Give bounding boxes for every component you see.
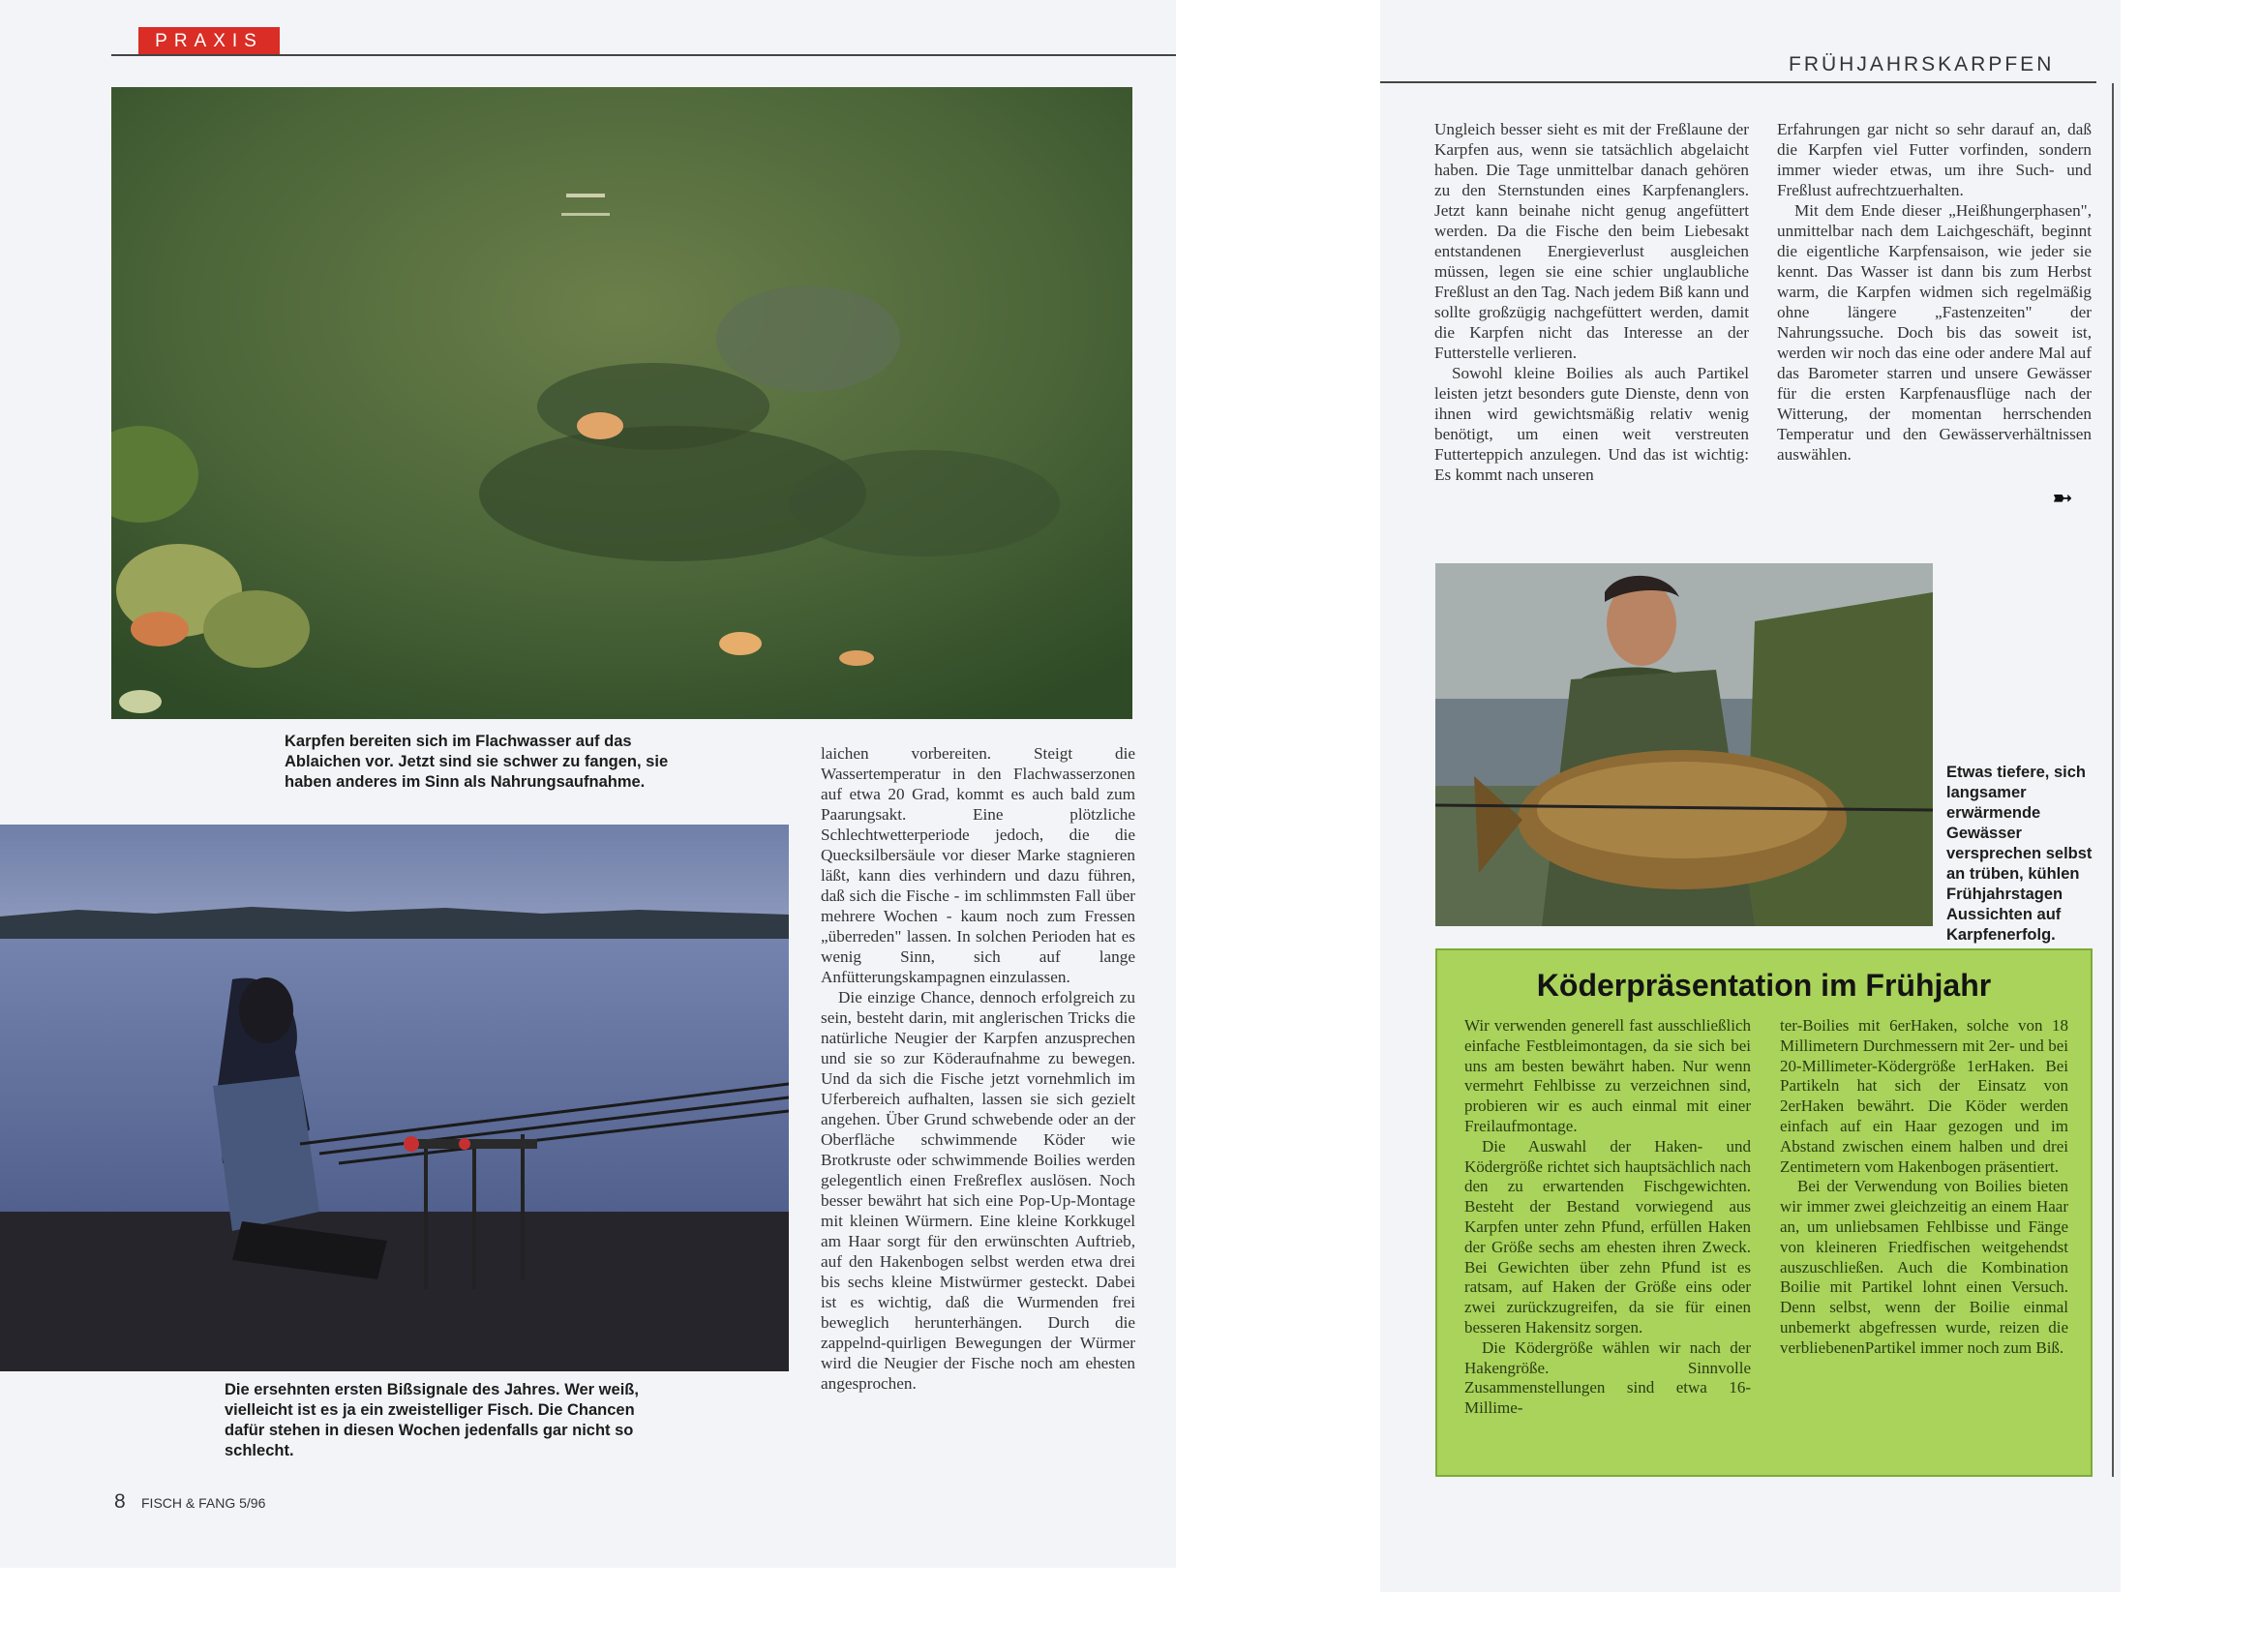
paragraph: Die Auswahl der Haken- und Ködergröße richtet sich hauptsächlich nach den zu erwartenden Fischgewichten. Besteht der Bestand vorwiegend aus Karpfen unter zehn Pfund, erfüllen Haken der Größe sechs am ehesten ihren Zweck. Bei Gewichten über zehn Pfund ist es ratsam, auf Haken der Größe eins oder zwei zurückzugreifen, da sie für einen besseren Hakensitz sorgen. <box>1464 1136 1751 1337</box>
right-article-column-1 <box>1434 119 1749 485</box>
paragraph: laichen vorbereiten. Steigt die Wassertemperatur in den Flachwasserzonen auf etwa 20 Grad, kommt es auch bald zum Paarungsakt. Eine plötzliche Schlechtwetterperiode jedoch, die die Quecksilbersäule vor dieser Marke stagnieren läßt, kann dies verhindern und dazu führen, daß sich die Fische - im schlimmsten Fall über mehrere Wochen - kaum noch zum Fressen „überreden" lassen. In solchen Perioden hat es wenig Sinn, sich auf lange Anfütterungskampagnen einzulassen. <box>821 744 1135 986</box>
photo1-caption: Karpfen bereiten sich im Flachwasser auf das Ablaichen vor. Jetzt sind sie schwer zu fangen, sie haben anderes im Sinn als Nahrungsaufnahme. <box>285 733 669 791</box>
paragraph: Mit dem Ende dieser „Heißhungerphasen", unmittelbar nach dem Laichgeschäft, beginnt die eigentliche Karpfensaison, wie jeder sie kennt. Das Wasser ist dann bis zum Herbst warm, die Karpfen widmen sich regelmäßig ohne längere „Fastenzeiten" der Nahrungssuche. Doch bis das soweit ist, werden wir noch das eine oder andere Mal auf das Barometer starren und unsere Gewässer für die ersten Karpfenausflüge nach der Witterung, der momentan herrschenden Temperatur und den Gewässerverhältnissen auswählen. <box>1777 201 2092 464</box>
box-title: Köderpräsentation im Frühjahr <box>1536 968 1992 1003</box>
left-article-column <box>821 743 1135 1394</box>
paragraph: Bei der Verwendung von Boilies bieten wir immer zwei gleichzeitig an einem Haar an, um unliebsamen Fehlbisse und Fänge von kleineren Friedfischen weitgehendst auszuschließen. Auch die Kombination Boilie mit Partikel lohnt einen Versuch. Denn selbst, wenn der Boilie einmal unbemerkt abgefressen wurde, reizen die verbliebenenPartikel immer noch zum Biß. <box>1780 1177 2068 1357</box>
page-number: 8 <box>114 1490 126 1513</box>
box-column-1 <box>1464 1016 1751 1419</box>
right-margin-rule <box>2112 83 2114 1477</box>
paragraph: Die Ködergröße wählen wir nach der Hakengröße. Sinnvolle Zusammenstellungen sind etwa 16-Millime- <box>1464 1337 1751 1418</box>
section-title: FRÜHJAHRSKARPFEN <box>1789 53 2055 75</box>
paragraph: Wir verwenden generell fast ausschließlich einfache Festbleimontagen, da sie sich bei uns am besten bewährt haben. Nur wenn vermehrt Fehlbisse zu verzeichnen sind, probieren wir es auch einmal mit einer Freilaufmontage. <box>1464 1016 1751 1135</box>
photo3-caption: Etwas tiefere, sich langsamer erwärmende Gewässer versprechen selbst an trüben, kühlen Frühjahrstagen Aussichten auf Karpfenerfolg. <box>1946 764 2093 944</box>
angler-with-carp-photo <box>1435 563 1933 926</box>
paragraph: ter-Boilies mit 6erHaken, solche von 18 Millimetern Durchmessern mit 2er- und bei 20-Millimeter-Ködergröße 1erHaken. Bei Partikeln hat sich der Einsatz von 2erHaken bewährt. Die Köder werden einfach auf ein Haar gezogen und im Abstand zwischen einem halben und drei Zentimetern vom Hakenbogen präsentiert. <box>1780 1016 2068 1176</box>
section-tag: PRAXIS <box>138 27 280 56</box>
bait-presentation-box <box>1435 948 2093 1477</box>
photo2-caption: Die ersehnten ersten Bißsignale des Jahres. Wer weiß, vielleicht ist es ja ein zweistelliger Fisch. Die Chancen dafür stehen in diesen Wochen jedenfalls gar nicht so schlecht. <box>225 1381 639 1459</box>
top-rule-right <box>1380 81 2096 83</box>
magazine-issue: FISCH & FANG 5/96 <box>141 1495 266 1511</box>
top-rule-left <box>111 54 1176 56</box>
continue-arrow-icon: ➼ <box>2052 484 2073 513</box>
carp-shallow-water-photo <box>111 87 1132 719</box>
paragraph: Ungleich besser sieht es mit der Freßlaune der Karpfen aus, wenn sie tatsächlich abgelaicht haben. Die Tage unmittelbar danach gehören zu den Sternstunden eines Karpfenanglers. Jetzt kann beinahe nicht genug angefüttert werden. Da die Fische den beim Liebesakt entstandenen Energieverlust ausgleichen müssen, legen sie eine schier unglaubliche Freßlust an den Tag. Nach jedem Biß kann und sollte großzügig nachgefüttert werden, damit die Karpfen nicht das Interesse an der Futterstelle verlieren. <box>1434 120 1749 362</box>
box-column-2 <box>1780 1016 2068 1359</box>
right-article-column-2 <box>1777 119 2092 465</box>
angler-dusk-photo <box>0 825 789 1371</box>
paragraph: Die einzige Chance, dennoch erfolgreich zu sein, besteht darin, mit anglerischen Tricks die natürliche Neugier der Karpfen anzusprechen und sie so zur Köderaufnahme zu bewegen. Und da sich die Fische jetzt vornehmlich im Uferbereich aufhalten, lassen sie sich gezielt angehen. Über Grund schwebende oder an der Oberfläche schwimmende Köder wie Brotkruste oder schwimmende Boilies werden gelegentlich einen Freßreflex auslösen. Noch besser bewährt hat sich eine Pop-Up-Montage mit kleinen Würmern. Eine kleine Korkkugel am Haar sorgt für den erwünschten Auftrieb, auf den Hakenbogen selbst werden etwa drei bis sechs kleine Mistwürmer gesteckt. Dabei ist es wichtig, daß die Wurmenden frei beweglich herunterhängen. Durch die zappelnd-quirligen Bewegungen der Würmer wird die Neugier der Fische noch am ehesten angesprochen. <box>821 988 1135 1393</box>
paragraph: Sowohl kleine Boilies als auch Partikel leisten jetzt besonders gute Dienste, denn von ihnen wird gewichtsmäßig relativ wenig benötigt, um einen weit verstreuten Futterteppich anzulegen. Und das ist wichtig: Es kommt nach unseren <box>1434 364 1749 484</box>
paragraph: Erfahrungen gar nicht so sehr darauf an, daß die Karpfen viel Futter vorfinden, sondern immer wieder etwas, um ihre Such- und Freßlust aufrechtzuerhalten. <box>1777 120 2092 199</box>
